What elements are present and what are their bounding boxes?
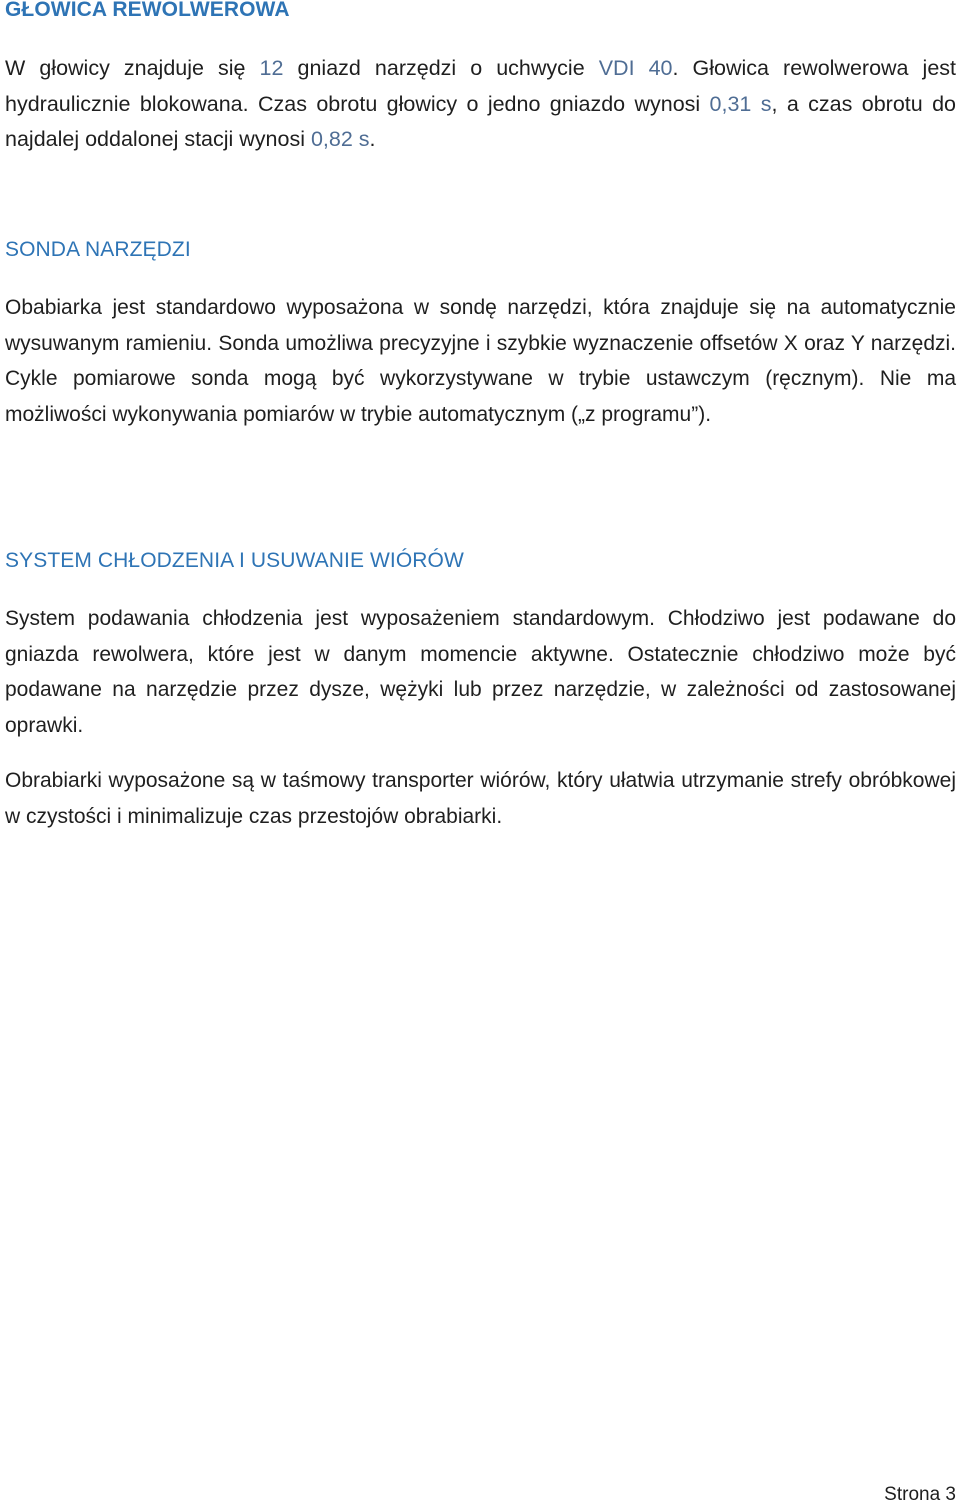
text-run: .	[369, 127, 376, 151]
text-run: W głowicy znajduje się	[5, 56, 260, 80]
value-index-time: 0,31 s	[709, 91, 772, 116]
text-run: , a czas obrotu do najdalej oddalonej stacji wynosi	[5, 91, 956, 151]
page-number: Strona 3	[884, 1484, 956, 1505]
value-max-index-time: 0,82 s	[310, 127, 370, 151]
value-socket-count: 12	[259, 56, 284, 80]
paragraph-chlodzenie-2: Obrabiarki wyposażone są w taśmowy transporter wiórów, który ułatwia utrzymanie strefy obróbkowej w czystości i minimalizuje czas przestojów obrabiarki.	[5, 769, 956, 828]
section-title-sonda: SONDA NARZĘDZI	[5, 238, 191, 261]
text-run: . Głowica rewolwerowa jest hydraulicznie blokowana. Czas obrotu głowicy o jedno gniazdo wynosi	[5, 56, 957, 116]
paragraph-sonda: Obabiarka jest standardowo wyposażona w sondę narzędzi, która znajduje się na automatycznie wysuwanym ramieniu. Sonda umożliwa precyzyjne i szybkie wyznaczenie offsetów X oraz Y narzędzi. Cykle pomiarowe sonda mogą być wykorzystywane w trybie ustawczym (ręcznym). Nie ma możliwości wykonywania pomiarów w trybie automatycznym („z programu”).	[5, 296, 956, 426]
value-holder-type: VDI 40	[598, 56, 673, 80]
paragraph-chlodzenie-1: System podawania chłodzenia jest wyposażeniem standardowym. Chłodziwo jest podawane do gniazda rewolwera, które jest w danym momencie aktywne. Ostatecznie chłodziwo może być podawane na narzędzie przez dysze, wężyki lub przez narzędzie, w zależności od zastosowanej oprawki.	[5, 607, 956, 737]
section-title-chlodzenie: SYSTEM CHŁODZENIA I USUWANIE WIÓRÓW	[5, 549, 464, 572]
paragraph-glowica	[5, 51, 956, 158]
section-title-glowica: GŁOWICA REWOLWEROWA	[5, 0, 290, 21]
text-run: gniazd narzędzi o uchwycie	[283, 56, 599, 80]
